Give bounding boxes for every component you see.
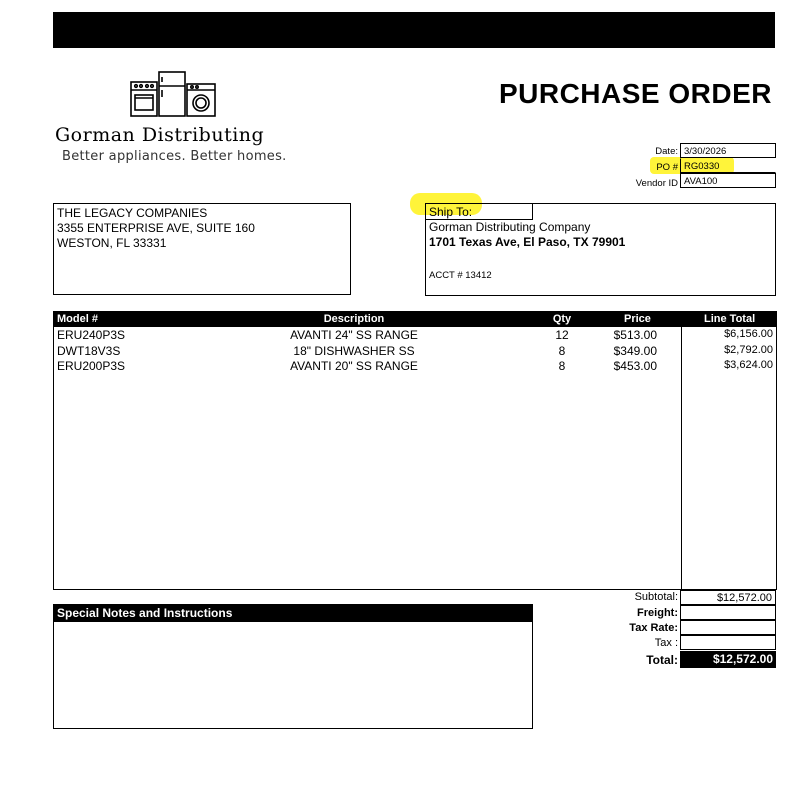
notes-header: Special Notes and Instructions — [54, 605, 532, 622]
cell-model: DWT18V3S — [57, 344, 121, 358]
company-tagline: Better appliances. Better homes. — [62, 149, 287, 164]
date-label: Date: — [655, 146, 678, 157]
cell-qty-text: 8 — [558, 359, 566, 373]
col-line-total-header: Line Total — [704, 313, 756, 325]
cell-description-text: AVANTI 20" SS RANGE — [290, 359, 418, 373]
address-line: THE LEGACY COMPANIES — [57, 206, 208, 220]
page-title: PURCHASE ORDER — [498, 78, 772, 109]
vendor-id-field: AVA100 — [680, 173, 776, 188]
cell-line-total: $3,624.00 — [724, 359, 773, 371]
col-model-header: Model # — [57, 313, 98, 325]
table-row — [54, 343, 776, 358]
tax-rate-field — [680, 620, 776, 635]
special-notes-box — [53, 604, 533, 729]
cell-description-text: AVANTI 24" SS RANGE — [290, 328, 418, 342]
cell-price: $349.00 — [613, 344, 657, 358]
company-name: Gorman Distributing — [55, 124, 265, 146]
cell-model: ERU240P3S — [57, 328, 126, 342]
cell-qty-text: 8 — [558, 344, 566, 358]
cell-price: $513.00 — [613, 328, 657, 342]
cell-model: ERU200P3S — [57, 359, 126, 373]
cell-description-text: 18" DISHWASHER SS — [293, 344, 415, 358]
subtotal-field: $12,572.00 — [680, 590, 776, 605]
ship-to-company: Gorman Distributing Company — [429, 220, 591, 234]
col-description-header-text: Description — [323, 313, 385, 325]
col-qty-header-text: Qty — [552, 313, 572, 325]
freight-field — [680, 605, 776, 620]
address-line: WESTON, FL 33331 — [57, 236, 167, 250]
ship-to-block — [425, 203, 776, 296]
account-number: ACCT # 13412 — [429, 270, 492, 281]
cell-price: $453.00 — [613, 359, 657, 373]
ship-to-address: 1701 Texas Ave, El Paso, TX 79901 — [429, 235, 626, 249]
vendor-address-block — [53, 203, 351, 295]
tax-rate-label: Tax Rate: — [629, 622, 678, 634]
tax-label: Tax : — [654, 637, 678, 649]
cell-qty-text: 12 — [555, 328, 569, 342]
po-label: PO # — [656, 162, 678, 173]
date-field: 3/30/2026 — [680, 143, 776, 158]
appliances-logo-icon — [128, 70, 220, 120]
freight-label: Freight: — [637, 607, 678, 619]
cell-line-total: $2,792.00 — [724, 344, 773, 356]
subtotal-label: Subtotal: — [634, 591, 678, 603]
header-bar — [53, 12, 775, 48]
po-number-field: RG0330 — [680, 158, 776, 173]
ship-to-label: Ship To: — [426, 204, 533, 220]
vendor-id-label: Vendor ID — [635, 178, 678, 189]
tax-field — [680, 635, 776, 650]
table-header — [54, 312, 776, 327]
col-price-header: Price — [624, 313, 651, 325]
cell-line-total: $6,156.00 — [724, 328, 773, 340]
table-row — [54, 327, 776, 342]
total-label: Total: — [646, 653, 678, 667]
line-items-table — [53, 311, 777, 590]
total-field: $12,572.00 — [680, 651, 776, 668]
table-row — [54, 358, 776, 373]
address-line: 3355 ENTERPRISE AVE, SUITE 160 — [57, 221, 255, 235]
